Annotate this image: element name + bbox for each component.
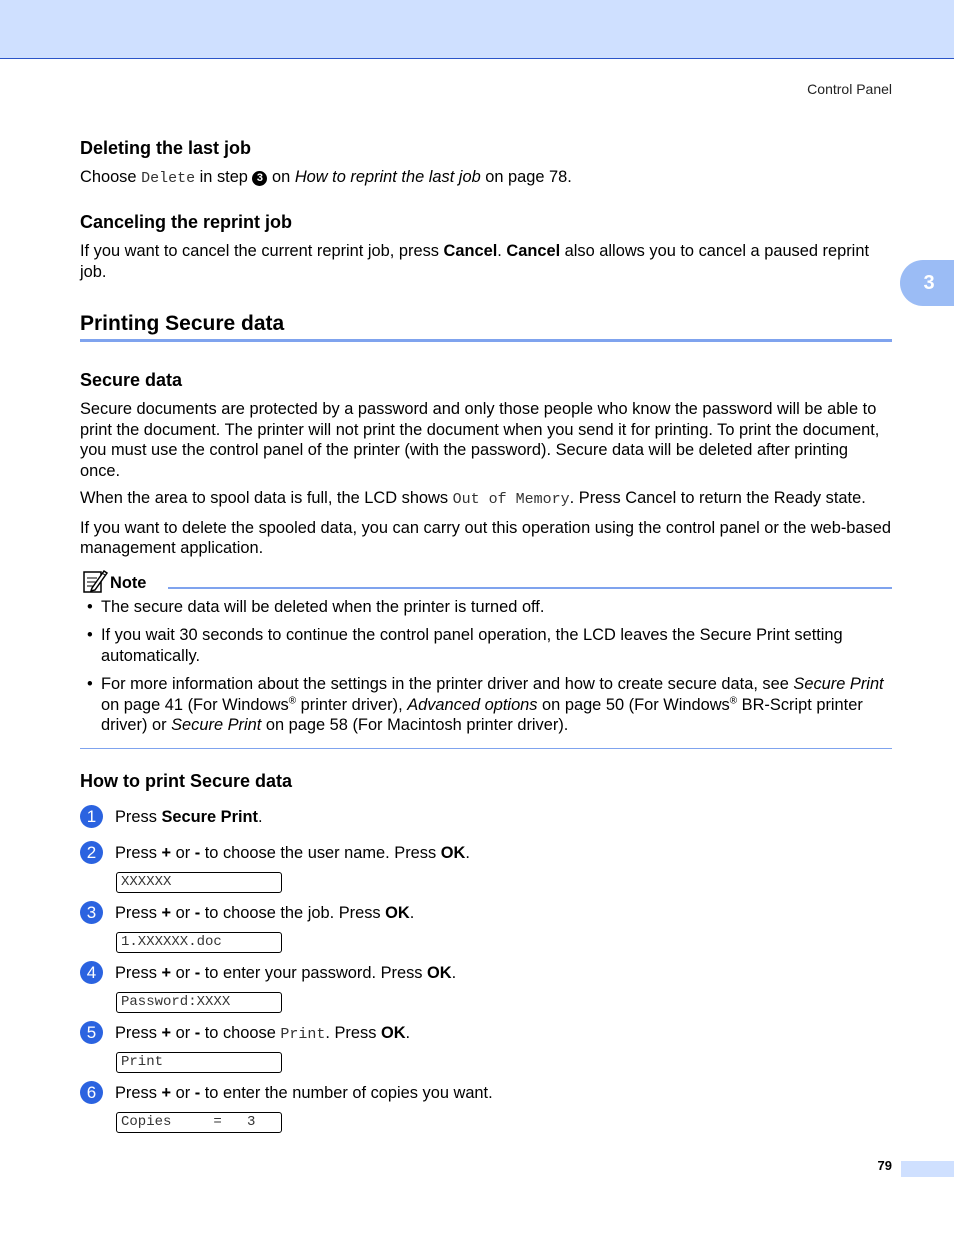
lcd-display: Password:XXXX bbox=[116, 992, 282, 1013]
text: . Press bbox=[325, 1024, 381, 1042]
cancel-key: Cancel bbox=[506, 242, 561, 260]
note-title: Note bbox=[110, 574, 147, 592]
chapter-tab[interactable]: 3 bbox=[900, 260, 954, 306]
registered-mark: ® bbox=[729, 695, 738, 707]
bullet-dot: • bbox=[87, 626, 93, 644]
cross-ref-link[interactable]: How to reprint the last job bbox=[294, 168, 481, 186]
text: on bbox=[267, 168, 295, 186]
header-band bbox=[0, 0, 954, 59]
plus-key: + bbox=[161, 844, 172, 862]
cross-ref-link[interactable]: Secure Print bbox=[793, 675, 884, 693]
para-secure-data-2 bbox=[80, 488, 892, 511]
text: . bbox=[497, 242, 507, 260]
note-text: The secure data will be deleted when the printer is turned off. bbox=[101, 598, 545, 616]
heading-text: How to print Secure data bbox=[80, 771, 293, 791]
minus-key: - bbox=[194, 904, 201, 922]
cancel-key: Cancel bbox=[443, 242, 498, 260]
minus-key: - bbox=[194, 964, 201, 982]
text: on page 50 (For Windows bbox=[537, 695, 730, 714]
text: Press bbox=[115, 964, 162, 982]
text: . bbox=[405, 1024, 411, 1042]
para-secure-data-1: Secure documents are protected by a password and only those people who know the password will be able to print the document. The printer will not print the document when you send it for printing. To print the document, you must use the control panel of the printer (with the password). Secure data will be deleted after printing once. bbox=[80, 400, 880, 480]
lcd-display: Print bbox=[116, 1052, 282, 1073]
section-deleting-last-job bbox=[80, 137, 892, 190]
text: on page 41 (For Windows bbox=[101, 695, 289, 714]
lcd-text-delete: Delete bbox=[141, 170, 196, 187]
text: in step bbox=[195, 168, 253, 186]
secure-print-key: Secure Print bbox=[161, 808, 259, 826]
text: . bbox=[258, 808, 263, 826]
section-secure-data bbox=[80, 369, 892, 559]
text: Press bbox=[115, 1024, 162, 1042]
step-ref-badge: 3 bbox=[252, 171, 267, 186]
step-2 bbox=[80, 841, 892, 865]
text: printer driver), bbox=[296, 695, 408, 714]
text: . bbox=[409, 904, 415, 922]
plus-key: + bbox=[161, 1084, 172, 1102]
step-number-badge: 4 bbox=[80, 961, 103, 984]
plus-key: + bbox=[161, 904, 172, 922]
step-text bbox=[115, 807, 263, 827]
text: Choose bbox=[80, 168, 142, 186]
step-1 bbox=[80, 805, 892, 829]
note-text: If you wait 30 seconds to continue the control panel operation, the LCD leaves the Secure Print setting automatically. bbox=[101, 626, 843, 665]
note-header bbox=[80, 568, 892, 596]
plus-key: + bbox=[161, 964, 172, 982]
footer-band bbox=[901, 1161, 954, 1177]
lcd-text-out-of-memory: Out of Memory bbox=[452, 491, 570, 508]
text: also allows you to cancel a paused reprint job. bbox=[80, 242, 869, 281]
text: Press bbox=[115, 844, 162, 862]
step-text bbox=[115, 963, 456, 983]
para-canceling-reprint-job bbox=[80, 241, 892, 282]
text: to enter the number of copies you want. bbox=[200, 1084, 493, 1102]
running-header: Control Panel bbox=[807, 81, 892, 97]
text: to enter your password. Press bbox=[200, 964, 428, 982]
ok-key: OK bbox=[440, 844, 466, 862]
plus-key: + bbox=[161, 1024, 172, 1042]
cross-ref-link[interactable]: Secure Print bbox=[171, 716, 262, 734]
section-canceling-reprint-job bbox=[80, 211, 892, 282]
step-4 bbox=[80, 961, 892, 985]
ok-key: OK bbox=[385, 904, 410, 922]
text: to choose the user name. Press bbox=[200, 844, 441, 862]
step-text bbox=[115, 903, 414, 923]
text: on page 58 (For Macintosh printer driver). bbox=[261, 716, 569, 734]
step-text bbox=[115, 1083, 493, 1103]
lcd-text-print: Print bbox=[280, 1026, 326, 1043]
section-rule bbox=[80, 339, 892, 342]
text: or bbox=[171, 1024, 195, 1042]
text: to choose the job. Press bbox=[200, 904, 386, 922]
heading-deleting-last-job: Deleting the last job bbox=[80, 138, 252, 158]
text: or bbox=[171, 904, 195, 922]
lcd-display: XXXXXX bbox=[116, 872, 282, 893]
step-number-badge: 3 bbox=[80, 901, 103, 924]
text: on page 78. bbox=[480, 168, 572, 186]
text: or bbox=[171, 964, 195, 982]
bullet-dot: • bbox=[87, 675, 93, 693]
minus-key: - bbox=[194, 1084, 201, 1102]
step-5 bbox=[80, 1021, 892, 1045]
note-end-rule bbox=[80, 748, 892, 749]
text: to choose bbox=[200, 1024, 281, 1042]
step-text bbox=[115, 1023, 410, 1045]
section-title: Printing Secure data bbox=[80, 312, 285, 335]
note-text bbox=[101, 674, 892, 736]
note-rule bbox=[168, 587, 892, 589]
page-number: 79 bbox=[877, 1158, 892, 1173]
bullet-dot: • bbox=[87, 598, 93, 616]
note-bullet-2 bbox=[80, 625, 892, 666]
para-secure-data-3: If you want to delete the spooled data, you can carry out this operation using the control panel or the web-based management application. bbox=[80, 518, 891, 557]
minus-key: - bbox=[194, 1024, 201, 1042]
heading-secure-data: Secure data bbox=[80, 370, 183, 390]
step-number-badge: 2 bbox=[80, 841, 103, 864]
cross-ref-link[interactable]: Advanced options bbox=[407, 695, 538, 714]
lcd-display: Copies = 3 bbox=[116, 1112, 282, 1133]
step-text bbox=[115, 843, 470, 863]
step-number-badge: 1 bbox=[80, 805, 103, 828]
heading-how-to-print bbox=[80, 770, 892, 792]
ok-key: OK bbox=[427, 964, 452, 982]
lcd-display: 1.XXXXXX.doc bbox=[116, 932, 282, 953]
note-bullet-1 bbox=[80, 597, 892, 618]
text: If you want to cancel the current reprint job, press bbox=[80, 242, 444, 260]
step-number-badge: 6 bbox=[80, 1081, 103, 1104]
text: . bbox=[465, 844, 470, 862]
note-pencil-icon bbox=[82, 568, 108, 594]
text: For more information about the settings in the printer driver and how to create secure data, see bbox=[101, 675, 794, 693]
heading-canceling-reprint-job: Canceling the reprint job bbox=[80, 212, 293, 232]
registered-mark: ® bbox=[288, 695, 297, 707]
text: Press bbox=[115, 808, 162, 826]
step-6 bbox=[80, 1081, 892, 1105]
ok-key: OK bbox=[380, 1024, 406, 1042]
text: . bbox=[451, 964, 457, 982]
text: or bbox=[171, 844, 195, 862]
minus-key: - bbox=[194, 844, 201, 862]
para-deleting-last-job bbox=[80, 167, 892, 190]
step-3 bbox=[80, 901, 892, 925]
text: Press bbox=[115, 1084, 162, 1102]
text: When the area to spool data is full, the LCD shows bbox=[80, 489, 453, 507]
text: or bbox=[171, 1084, 195, 1102]
step-number-badge: 5 bbox=[80, 1021, 103, 1044]
note-bullet-3 bbox=[80, 674, 892, 736]
text: BR-Script printer driver) or bbox=[101, 695, 863, 734]
text: Press bbox=[115, 904, 162, 922]
text: . Press Cancel to return the Ready state. bbox=[569, 489, 866, 507]
